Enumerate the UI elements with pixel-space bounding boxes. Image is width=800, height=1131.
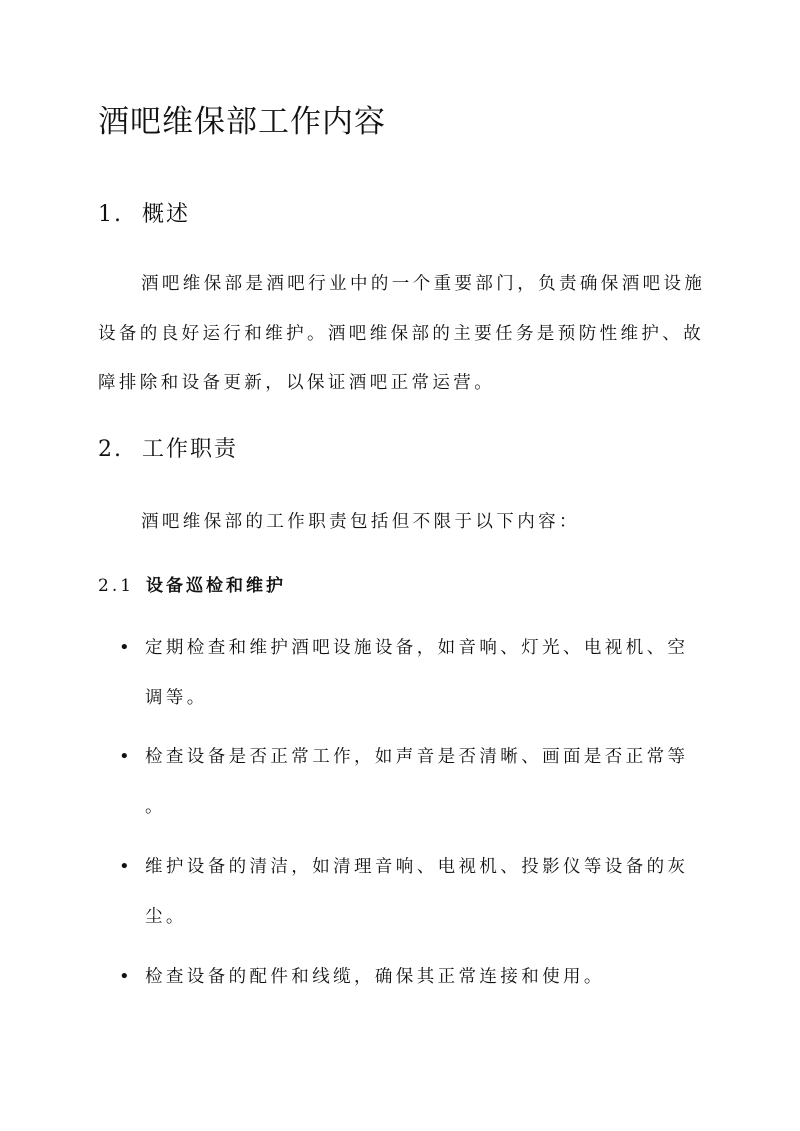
list-item-line: 调等。 <box>145 688 208 708</box>
subsection-number: 2.1 <box>98 576 135 596</box>
document-title: 酒吧维保部工作内容 <box>98 104 386 140</box>
paragraph-line: 障排除和设备更新，以保证酒吧正常运营。 <box>98 373 496 393</box>
paragraph-line: 酒吧维保部是酒吧行业中的一个重要部门，负责确保酒吧设施 <box>141 274 706 294</box>
bullet-icon: • <box>119 637 130 658</box>
section-title: 工作职责 <box>142 437 239 462</box>
list-item-line: 维护设备的清洁，如清理音响、电视机、投影仪等设备的灰 <box>145 857 689 877</box>
list-item-line: 定期检查和维护酒吧设施设备，如音响、灯光、电视机、空 <box>145 638 689 658</box>
subsection-title: 设备巡检和维护 <box>146 576 286 596</box>
subsection-heading <box>98 571 286 596</box>
list-item-line: 检查设备的配件和线缆，确保其正常连接和使用。 <box>145 967 605 987</box>
paragraph-line: 设备的良好运行和维护。酒吧维保部的主要任务是预防性维护、故 <box>98 324 705 344</box>
bullet-icon: • <box>119 746 130 767</box>
bullet-icon: • <box>119 966 130 987</box>
list-item-line: 检查设备是否正常工作，如声音是否清晰、画面是否正常等 <box>145 747 689 767</box>
list-item-line: 。 <box>145 797 166 817</box>
bullet-icon: • <box>119 856 130 877</box>
section-heading-responsibilities <box>98 432 238 463</box>
section-title: 概述 <box>142 202 191 227</box>
section-intro: 酒吧维保部的工作职责包括但不限于以下内容： <box>141 512 580 532</box>
section-number: 1. <box>98 202 123 227</box>
section-heading-overview <box>98 197 190 228</box>
section-number: 2. <box>98 437 123 462</box>
list-item-line: 尘。 <box>145 907 187 927</box>
